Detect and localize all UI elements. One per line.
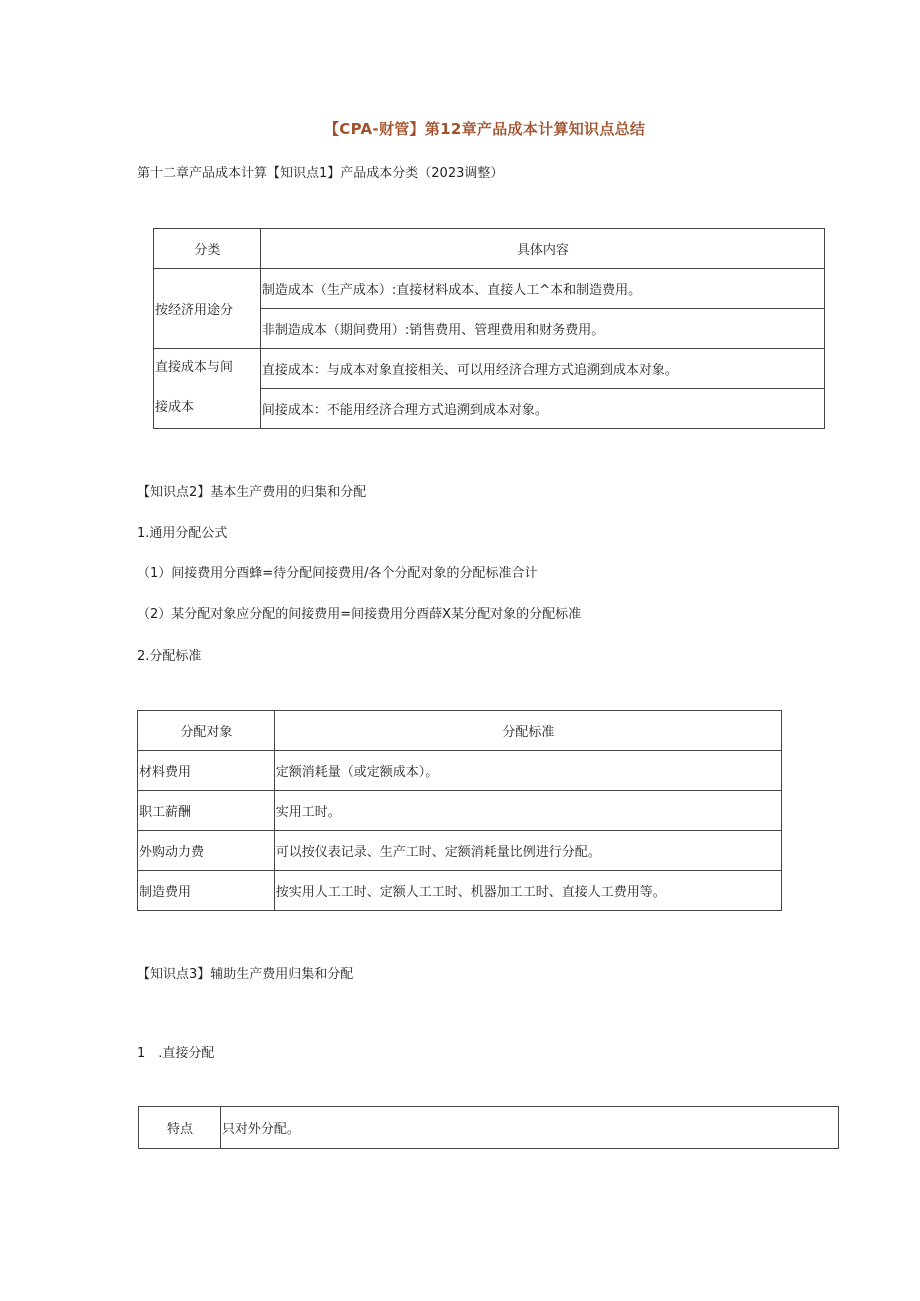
cell-standard: 按实用人工工时、定额人工工时、机器加工工时、直接人工费用等。 — [274, 871, 781, 911]
chapter-subtitle: 第十二章产品成本计算【知识点1】产品成本分类（2023调整） — [137, 166, 504, 181]
section3-item1: 1 .直接分配 — [137, 1046, 215, 1061]
table-row — [138, 751, 782, 791]
section2-heading: 【知识点2】基本生产费用的归集和分配 — [137, 485, 367, 500]
cell-standard: 可以按仪表记录、生产工时、定额消耗量比例进行分配。 — [274, 831, 781, 871]
section3-heading: 【知识点3】辅助生产费用归集和分配 — [137, 967, 354, 982]
group-label-economic-use: 按经济用途分 — [154, 269, 261, 349]
table-row — [138, 791, 782, 831]
cell-indirect-cost: 间接成本：不能用经济合理方式追溯到成本对象。 — [260, 389, 824, 429]
cell-standard: 定额消耗量（或定额成本）。 — [274, 751, 781, 791]
formula-1: （1）间接费用分酉蜂=待分配间接费用/各个分配对象的分配标准合计 — [137, 566, 538, 581]
cell-object: 材料费用 — [138, 751, 275, 791]
allocation-standard-table — [137, 710, 782, 911]
group-label-direct-indirect — [154, 349, 261, 429]
header-allocation-object: 分配对象 — [138, 711, 275, 751]
cell-feature-value: 只对外分配。 — [220, 1107, 838, 1149]
header-content: 具体内容 — [260, 229, 824, 269]
cell-non-manufacturing-cost: 非制造成本（期间费用）:销售费用、管理费用和财务费用。 — [260, 309, 824, 349]
cell-object: 制造费用 — [138, 871, 275, 911]
table-row — [154, 269, 825, 309]
direct-allocation-table — [138, 1106, 839, 1149]
header-category: 分类 — [154, 229, 261, 269]
group-label-line1: 直接成本与间 — [155, 360, 234, 375]
table-row — [139, 1107, 839, 1149]
cell-feature-label: 特点 — [139, 1107, 221, 1149]
cell-standard: 实用工时。 — [274, 791, 781, 831]
table-header-row — [154, 229, 825, 269]
cell-object: 职工薪酬 — [138, 791, 275, 831]
cell-manufacturing-cost: 制造成本（生产成本）:直接材料成本、直接人工^本和制造费用。 — [260, 269, 824, 309]
table-row — [154, 349, 825, 389]
cell-direct-cost: 直接成本：与成本对象直接相关、可以用经济合理方式追溯到成本对象。 — [260, 349, 824, 389]
table-row — [138, 831, 782, 871]
formula-2: （2）某分配对象应分配的间接费用=间接费用分酉薛X某分配对象的分配标准 — [137, 607, 582, 622]
table-header-row — [138, 711, 782, 751]
header-allocation-standard: 分配标准 — [274, 711, 781, 751]
group-label-line2: 接成本 — [155, 400, 195, 415]
document-title: 【CPA-财管】第12章产品成本计算知识点总结 — [324, 120, 646, 138]
section2-item2: 2.分配标准 — [137, 649, 202, 664]
section2-item1: 1.通用分配公式 — [137, 526, 228, 541]
cell-object: 外购动力费 — [138, 831, 275, 871]
table-row — [138, 871, 782, 911]
cost-classification-table — [153, 228, 825, 429]
